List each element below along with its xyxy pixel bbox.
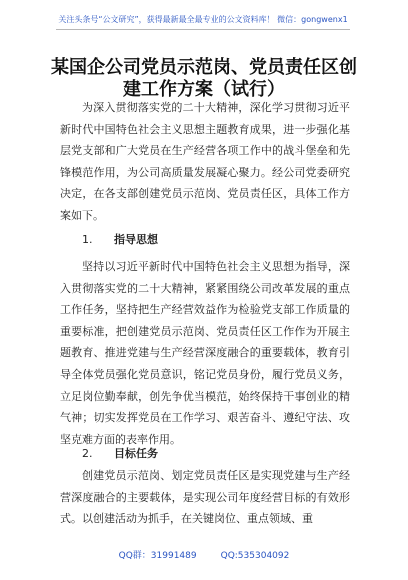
goals-tasks-paragraph: 创建党员示范岗、划定党员责任区是实现党建与生产经营深度融合的主要载体，是实现公司年度经营目标的有效形式。以创建活动为抓手，在关键岗位、重点领域、重	[60, 469, 350, 526]
header-divider	[56, 29, 350, 30]
section-heading-guiding-ideology	[60, 232, 350, 248]
document-title: 某国企公司党员示范岗、党员责任区创建工作方案（试行）	[51, 57, 357, 100]
footer-qq-group: QQ群：31991489	[118, 551, 197, 561]
section-heading-text: 目标任务	[114, 447, 158, 460]
section-number: 1.	[82, 233, 93, 246]
header-banner: 关注头条号“公文研究”，获得最新最全最专业的公文资料库！ 微信：gongwenx1	[58, 15, 348, 24]
intro-paragraph: 为深入贯彻落实党的二十大精神，深化学习贯彻习近平新时代中国特色社会主义思想主题教育成果，进一步强化基层党支部和广大党员在生产经营各项工作中的战斗堡垒和先锋模范作用，为公司高质量发展凝心聚力。经公司党委研究决定，在各支部创建党员示范岗、党员责任区，具体工作方案如下。	[60, 101, 350, 222]
section-heading-goals-tasks	[60, 446, 350, 462]
section-heading-text: 指导思想	[114, 233, 158, 246]
guiding-ideology-paragraph: 坚持以习近平新时代中国特色社会主义思想为指导，深入贯彻落实党的二十大精神，紧紧围绕公司改革发展的重点工作任务，坚持把生产经营效益作为检验党支部工作质量的重要标准，把创建党员示范岗、党员责任区工作作为开展主题教育、推进党建与生产经营深度融合的重要载体，教育引导全体党员强化党员意识，铭记党员身份，履行党员义务，立足岗位勤奉献，创先争优当模范，始终保持干事创业的精气神；切实发挥党员在工作学习、艰苦奋斗、遵纪守法、攻坚克难方面的表率作用。	[60, 260, 350, 446]
footer-qq: QQ:535304092	[220, 551, 290, 561]
footer-contacts	[0, 550, 408, 562]
section-number: 2.	[82, 447, 93, 460]
